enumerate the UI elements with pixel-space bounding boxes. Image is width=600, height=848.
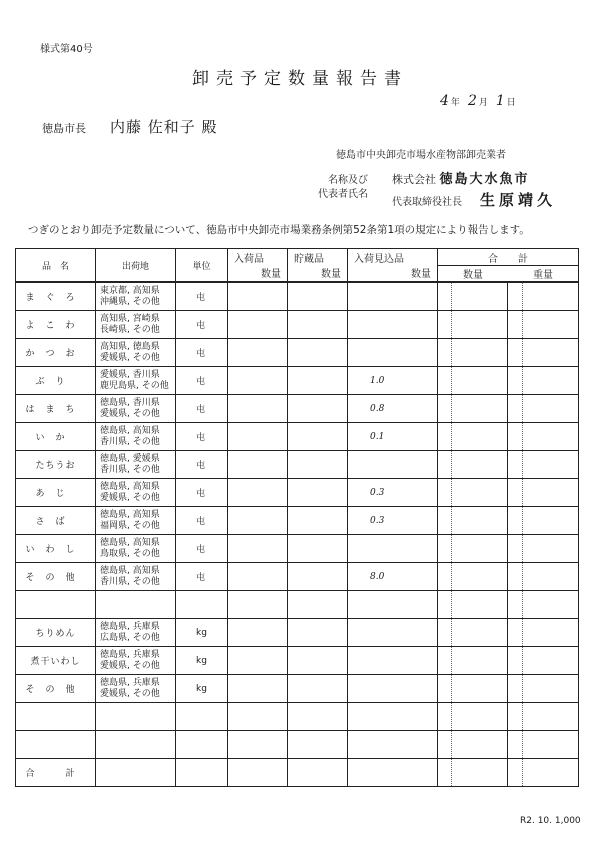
table-row [16, 563, 579, 591]
origin-line1: 東京都, 高知県 [100, 285, 160, 296]
origin-cell [96, 535, 176, 563]
stored-qty-cell[interactable] [288, 563, 348, 591]
header-unit: 単位 [176, 249, 228, 283]
expected-qty-cell[interactable] [348, 282, 438, 311]
origin-line1: 愛媛県, 香川県 [100, 369, 160, 380]
origin-line1: 徳島県, 高知県 [100, 537, 160, 548]
expected-qty-cell[interactable] [348, 339, 438, 367]
stored-qty-cell[interactable] [288, 731, 348, 759]
item-name: いわし [16, 535, 96, 563]
origin-line1: 徳島県, 高知県 [100, 425, 160, 436]
origin-line1: 徳島県, 高知県 [100, 481, 160, 492]
form-number: 様式第40号 [40, 44, 93, 55]
unit-cell: 屯 [176, 339, 228, 367]
table-row [16, 451, 579, 479]
unit-cell: 屯 [176, 423, 228, 451]
origin-line1: 徳島県, 高知県 [100, 565, 160, 576]
table-row [16, 423, 579, 451]
origin-cell [96, 339, 176, 367]
origin-cell [96, 395, 176, 423]
origin-line2: 長崎県, その他 [100, 324, 160, 335]
expected-qty-cell[interactable] [348, 703, 438, 731]
origin-line1: 高知県, 宮崎県 [100, 313, 160, 324]
origin-cell [96, 703, 176, 731]
total-qty-cell[interactable] [438, 647, 508, 675]
arrived-qty-cell[interactable] [228, 675, 288, 703]
expected-qty-cell[interactable] [348, 619, 438, 647]
stored-qty-cell[interactable] [288, 339, 348, 367]
stored-qty-cell[interactable] [288, 619, 348, 647]
expected-qty-cell[interactable]: 0.1 [348, 423, 438, 451]
arrived-qty-cell[interactable] [228, 619, 288, 647]
stored-qty-cell[interactable] [288, 423, 348, 451]
name-label-line2: 代表者氏名 [318, 189, 368, 200]
unit-cell: 屯 [176, 451, 228, 479]
header-total-qty: 数量 [463, 270, 483, 281]
item-name: かつお [16, 339, 96, 367]
representative-name: 生原靖久 [480, 191, 557, 209]
total-qty-cell[interactable] [438, 535, 508, 563]
header-total [438, 249, 579, 283]
stored-qty-cell[interactable] [288, 282, 348, 311]
date-year-unit: 年 [450, 98, 460, 108]
total-qty-cell[interactable] [438, 451, 508, 479]
total-weight-cell[interactable] [508, 535, 579, 563]
total-weight-cell[interactable] [508, 423, 579, 451]
origin-line2: 沖縄県, その他 [100, 296, 160, 307]
table-row [16, 619, 579, 647]
origin-cell [96, 423, 176, 451]
table-row [16, 591, 579, 619]
company-name [392, 168, 530, 187]
table-row [16, 367, 579, 395]
total-weight-cell[interactable] [508, 619, 579, 647]
total-weight-cell[interactable] [508, 731, 579, 759]
total-qty-cell[interactable] [438, 563, 508, 591]
origin-cell [96, 563, 176, 591]
origin-cell [96, 759, 176, 787]
expected-qty-cell[interactable] [348, 647, 438, 675]
item-name [16, 703, 96, 731]
company-prefix: 株式会社 [392, 173, 436, 186]
origin-cell [96, 282, 176, 311]
item-name: ちりめん [16, 619, 96, 647]
total-weight-cell[interactable] [508, 451, 579, 479]
total-qty-cell[interactable] [438, 367, 508, 395]
origin-cell [96, 311, 176, 339]
arrived-qty-cell[interactable] [228, 479, 288, 507]
expected-qty-cell[interactable]: 0.3 [348, 507, 438, 535]
unit-cell: 屯 [176, 311, 228, 339]
header-total-label: 合 計 [438, 250, 578, 266]
origin-line2: 愛媛県, その他 [100, 408, 160, 419]
item-name [16, 591, 96, 619]
item-name: 煮干いわし [16, 647, 96, 675]
document-title: 卸売予定数量報告書 [192, 69, 408, 89]
stored-qty-cell[interactable] [288, 535, 348, 563]
expected-qty-cell[interactable]: 1.0 [348, 367, 438, 395]
origin-line1: 徳島県, 香川県 [100, 397, 160, 408]
representative-title: 代表取締役社長 [392, 197, 462, 208]
arrived-qty-cell[interactable] [228, 563, 288, 591]
arrived-qty-cell[interactable] [228, 731, 288, 759]
unit-cell: kg [176, 675, 228, 703]
addressee-label: 徳島市長 [42, 122, 86, 135]
header-item: 品 名 [16, 249, 96, 283]
item-name: ぶり [16, 367, 96, 395]
date-month-unit: 月 [478, 98, 488, 108]
total-weight-cell[interactable] [508, 703, 579, 731]
expected-qty-cell[interactable]: 8.0 [348, 563, 438, 591]
origin-cell [96, 675, 176, 703]
total-qty-cell[interactable] [438, 731, 508, 759]
item-name: 合 計 [16, 759, 96, 787]
total-weight-cell[interactable] [508, 563, 579, 591]
unit-cell: 屯 [176, 367, 228, 395]
total-weight-cell[interactable] [508, 507, 579, 535]
quantity-table [15, 248, 579, 787]
date-day-unit: 日 [506, 98, 516, 108]
origin-line1: 徳島県, 兵庫県 [100, 677, 160, 688]
arrived-qty-cell[interactable] [228, 535, 288, 563]
header-stored: 貯蔵品 数量 [288, 249, 348, 283]
origin-cell [96, 507, 176, 535]
header-origin: 出荷地 [96, 249, 176, 283]
table-row [16, 647, 579, 675]
origin-line1: 徳島県, 兵庫県 [100, 621, 160, 632]
name-label [318, 174, 368, 202]
origin-line2: 愛媛県, その他 [100, 352, 160, 363]
table-row [16, 535, 579, 563]
total-weight-cell[interactable] [508, 339, 579, 367]
item-name [16, 731, 96, 759]
total-qty-cell[interactable] [438, 395, 508, 423]
item-name: たちうお [16, 451, 96, 479]
unit-cell: 屯 [176, 282, 228, 311]
origin-line2: 広島県, その他 [100, 632, 160, 643]
unit-cell: 屯 [176, 507, 228, 535]
arrived-qty-cell[interactable] [228, 507, 288, 535]
origin-cell [96, 591, 176, 619]
print-code: R2. 10. 1,000 [520, 816, 581, 826]
origin-line2: 香川県, その他 [100, 464, 160, 475]
table-row [16, 731, 579, 759]
unit-cell [176, 703, 228, 731]
total-qty-cell[interactable] [438, 479, 508, 507]
origin-cell [96, 367, 176, 395]
total-weight-cell[interactable] [508, 591, 579, 619]
item-name: さば [16, 507, 96, 535]
stored-qty-cell[interactable] [288, 507, 348, 535]
origin-line1: 徳島県, 愛媛県 [100, 453, 160, 464]
arrived-qty-cell[interactable] [228, 703, 288, 731]
table-header [16, 249, 579, 283]
total-weight-cell[interactable] [508, 675, 579, 703]
arrived-qty-cell[interactable] [228, 759, 288, 787]
total-qty-cell[interactable] [438, 591, 508, 619]
company-main: 徳島大水魚市 [439, 172, 530, 187]
name-label-line1: 名称及び [328, 175, 368, 186]
origin-line1: 徳島県, 高知県 [100, 509, 160, 520]
item-name: その他 [16, 563, 96, 591]
table-row [16, 479, 579, 507]
stored-qty-cell[interactable] [288, 479, 348, 507]
unit-cell [176, 759, 228, 787]
expected-qty-cell[interactable]: 0.3 [348, 479, 438, 507]
total-weight-cell[interactable] [508, 395, 579, 423]
total-weight-cell[interactable] [508, 311, 579, 339]
expected-qty-cell[interactable] [348, 759, 438, 787]
origin-line2: 鳥取県, その他 [100, 548, 160, 559]
origin-line2: 福岡県, その他 [100, 520, 160, 531]
origin-line2: 愛媛県, その他 [100, 688, 160, 699]
origin-cell [96, 619, 176, 647]
origin-cell [96, 731, 176, 759]
table-row [16, 675, 579, 703]
header-expected: 入荷見込品 数量 [348, 249, 438, 283]
item-name: あじ [16, 479, 96, 507]
origin-line2: 鹿児島県, その他 [100, 380, 169, 391]
arrived-qty-cell[interactable] [228, 451, 288, 479]
date-year: 4 [440, 93, 449, 109]
origin-line2: 香川県, その他 [100, 576, 160, 587]
item-name: はまち [16, 395, 96, 423]
date-month: 2 [467, 93, 477, 109]
expected-qty-cell[interactable] [348, 451, 438, 479]
arrived-qty-cell[interactable] [228, 647, 288, 675]
arrived-qty-cell[interactable] [228, 423, 288, 451]
addressee-name: 内藤 佐和子 殿 [110, 118, 218, 136]
total-qty-cell[interactable] [438, 507, 508, 535]
table-row [16, 282, 579, 311]
total-qty-cell[interactable] [438, 311, 508, 339]
unit-cell [176, 591, 228, 619]
stored-qty-cell[interactable] [288, 451, 348, 479]
item-name: よこわ [16, 311, 96, 339]
unit-cell: 屯 [176, 479, 228, 507]
table-row [16, 703, 579, 731]
report-date [440, 93, 524, 109]
table-row [16, 311, 579, 339]
total-qty-cell[interactable] [438, 703, 508, 731]
expected-qty-cell[interactable] [348, 675, 438, 703]
total-qty-cell[interactable] [438, 759, 508, 787]
unit-cell: 屯 [176, 395, 228, 423]
arrived-qty-cell[interactable] [228, 282, 288, 311]
origin-cell [96, 451, 176, 479]
stored-qty-cell[interactable] [288, 675, 348, 703]
total-weight-cell[interactable] [508, 479, 579, 507]
expected-qty-cell[interactable] [348, 731, 438, 759]
unit-cell: 屯 [176, 563, 228, 591]
header-total-weight: 重量 [533, 270, 553, 281]
origin-line2: 愛媛県, その他 [100, 660, 160, 671]
unit-cell: kg [176, 619, 228, 647]
intro-text: つぎのとおり卸売予定数量について、徳島市中央卸売市場業務条例第52条第1項の規定により報告します。 [28, 224, 530, 236]
item-name: その他 [16, 675, 96, 703]
table-row [16, 395, 579, 423]
header-arrived: 入荷品 数量 [228, 249, 288, 283]
sender-market: 徳島市中央卸売市場水産物部卸売業者 [336, 150, 506, 161]
stored-qty-cell[interactable] [288, 703, 348, 731]
expected-qty-cell[interactable] [348, 311, 438, 339]
unit-cell: kg [176, 647, 228, 675]
stored-qty-cell[interactable] [288, 311, 348, 339]
total-weight-cell[interactable] [508, 759, 579, 787]
origin-line1: 高知県, 徳島県 [100, 341, 160, 352]
total-qty-cell[interactable] [438, 619, 508, 647]
expected-qty-cell[interactable] [348, 535, 438, 563]
total-weight-cell[interactable] [508, 647, 579, 675]
unit-cell [176, 731, 228, 759]
table-row [16, 759, 579, 787]
arrived-qty-cell[interactable] [228, 591, 288, 619]
expected-qty-cell[interactable] [348, 591, 438, 619]
total-weight-cell[interactable] [508, 282, 579, 311]
origin-line2: 愛媛県, その他 [100, 492, 160, 503]
date-day: 1 [495, 93, 505, 109]
origin-cell [96, 647, 176, 675]
stored-qty-cell[interactable] [288, 367, 348, 395]
table-row [16, 339, 579, 367]
total-qty-cell[interactable] [438, 339, 508, 367]
table-row [16, 507, 579, 535]
arrived-qty-cell[interactable] [228, 339, 288, 367]
total-qty-cell[interactable] [438, 675, 508, 703]
expected-qty-cell[interactable]: 0.8 [348, 395, 438, 423]
stored-qty-cell[interactable] [288, 647, 348, 675]
arrived-qty-cell[interactable] [228, 395, 288, 423]
origin-line1: 徳島県, 兵庫県 [100, 649, 160, 660]
stored-qty-cell[interactable] [288, 591, 348, 619]
item-name: いか [16, 423, 96, 451]
unit-cell: 屯 [176, 535, 228, 563]
origin-cell [96, 479, 176, 507]
arrived-qty-cell[interactable] [228, 367, 288, 395]
total-qty-cell[interactable] [438, 423, 508, 451]
stored-qty-cell[interactable] [288, 759, 348, 787]
arrived-qty-cell[interactable] [228, 311, 288, 339]
total-weight-cell[interactable] [508, 367, 579, 395]
total-qty-cell[interactable] [438, 282, 508, 311]
origin-line2: 香川県, その他 [100, 436, 160, 447]
item-name: まぐろ [16, 282, 96, 311]
stored-qty-cell[interactable] [288, 395, 348, 423]
